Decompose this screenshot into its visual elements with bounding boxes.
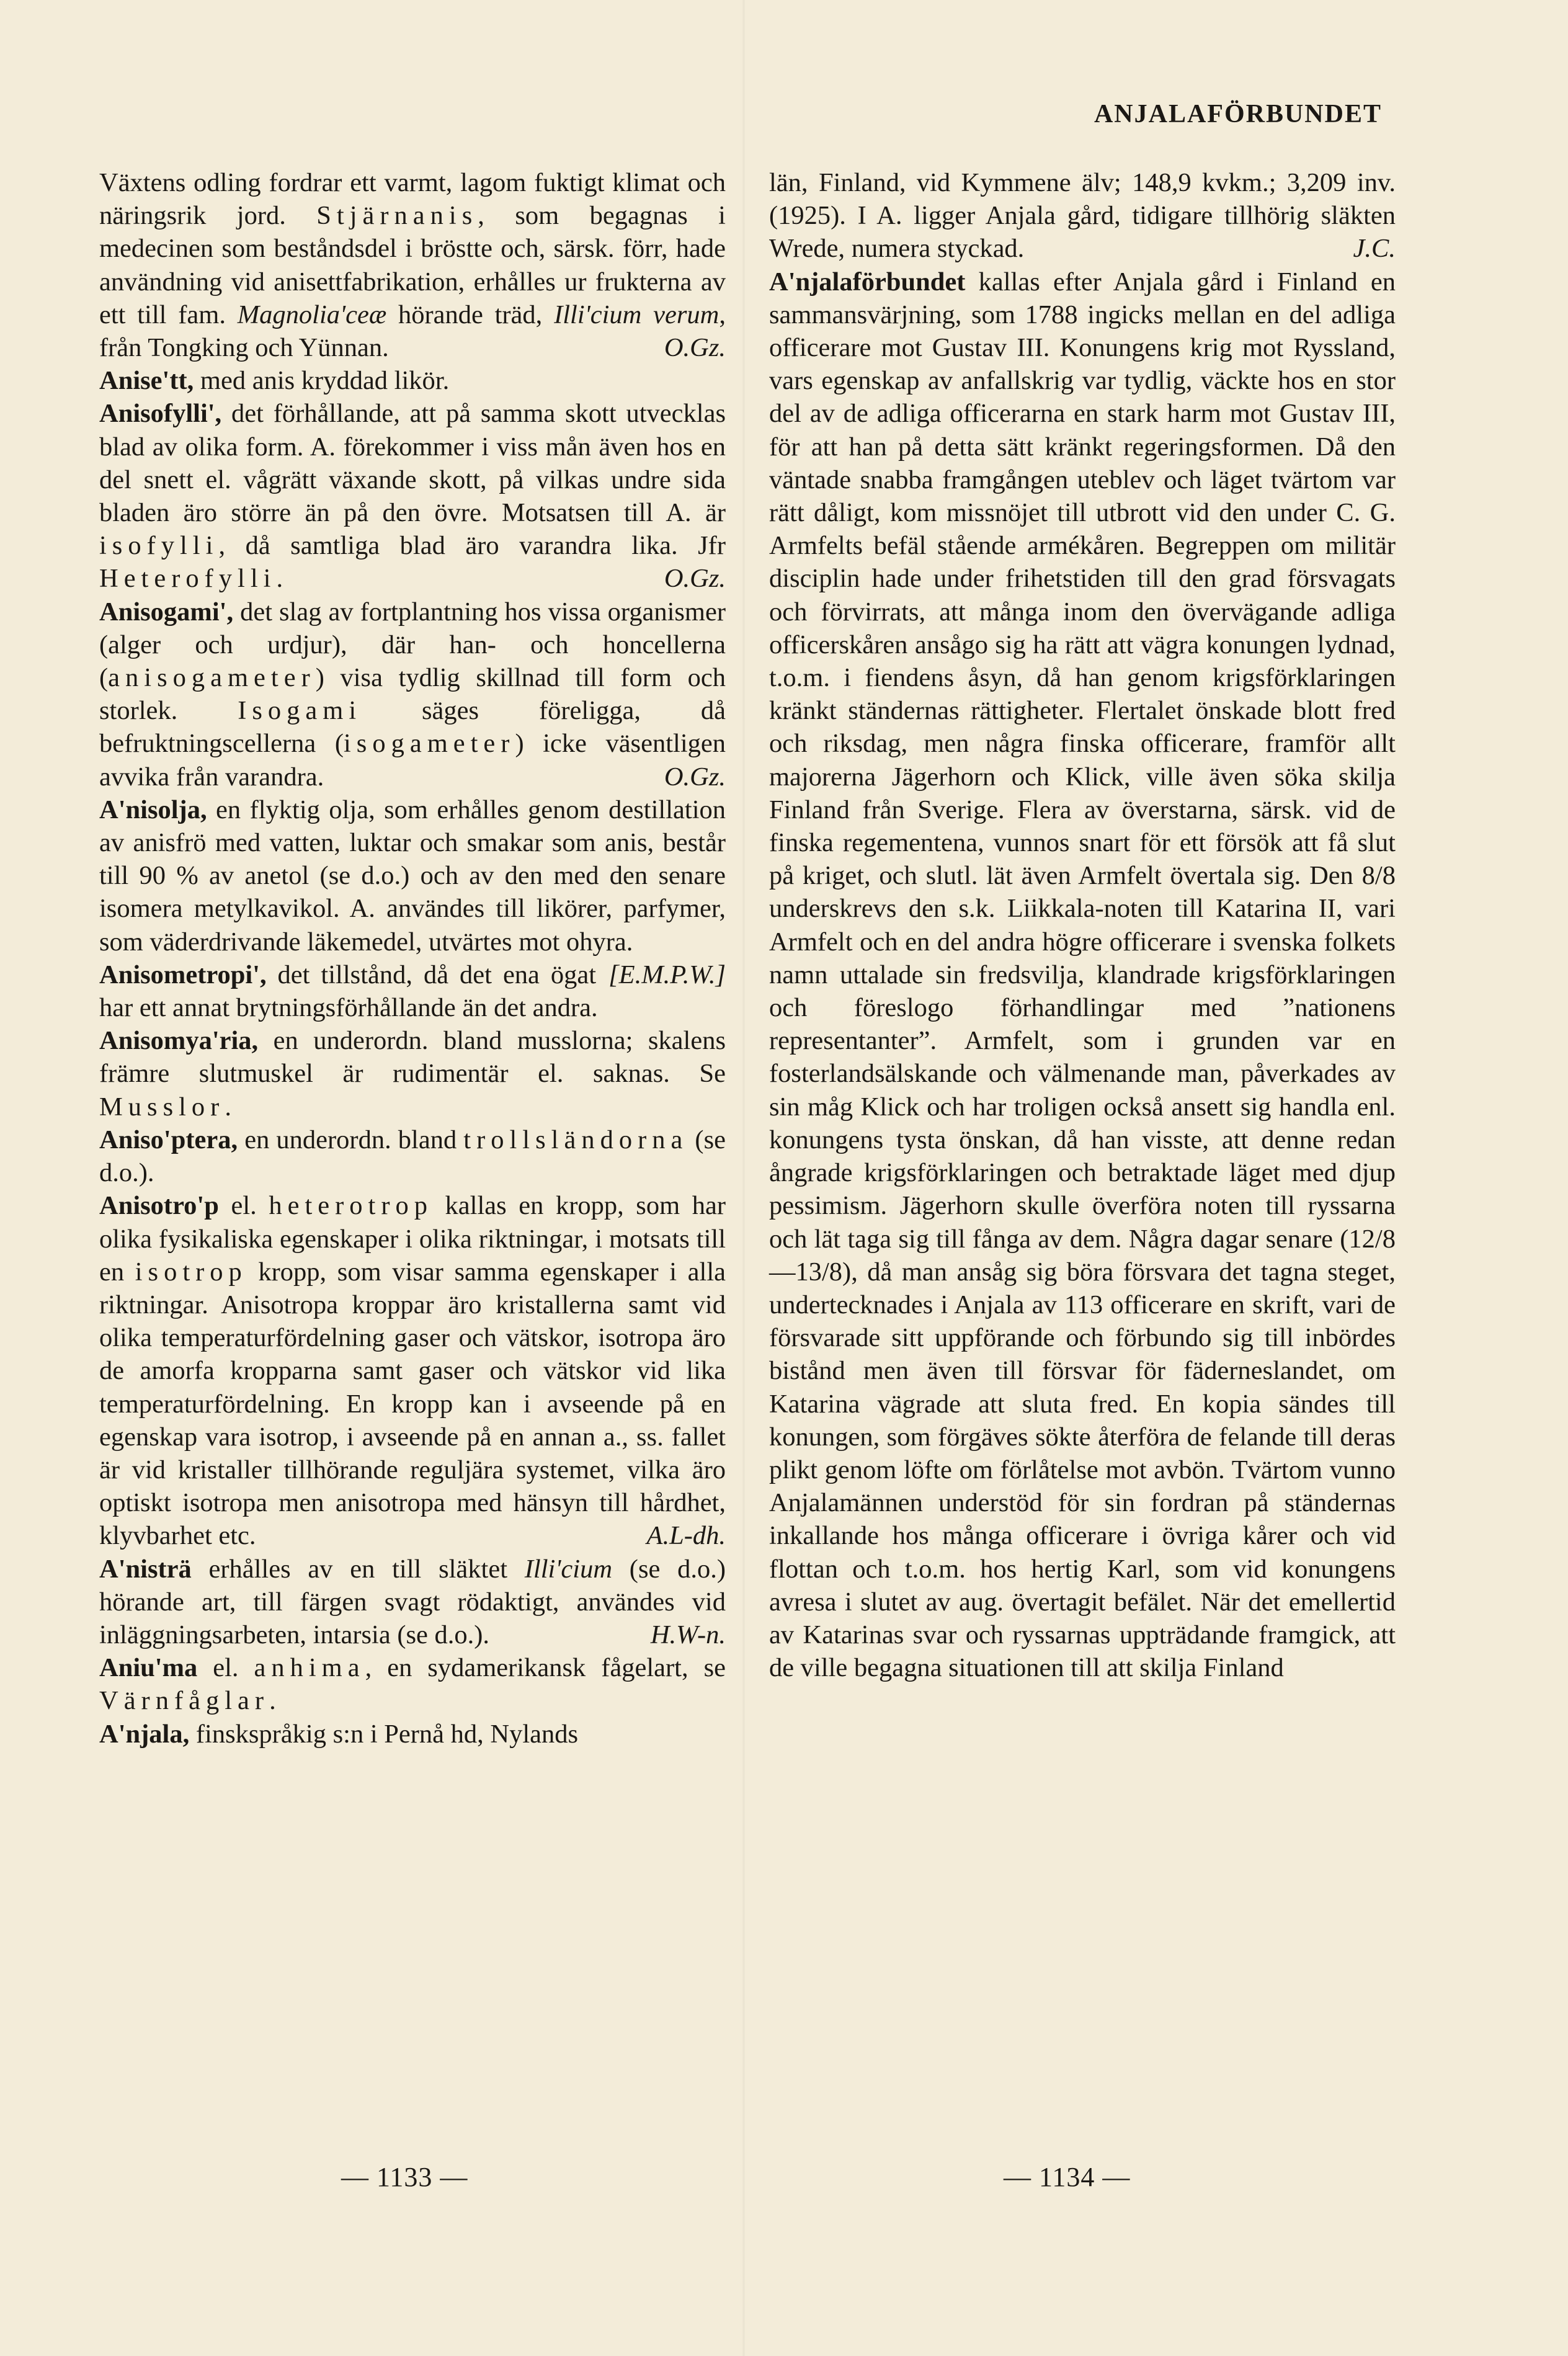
entry-anisett: Anise'tt, med anis kryddad likör. <box>99 366 450 396</box>
page-number-left: — 1133 — <box>341 2162 468 2192</box>
entry-aniuma: Aniu'ma el. anhima, en sydamerikansk fågelart, se Värnfåglar. <box>99 1653 726 1716</box>
entry-headword: A'nisolja, <box>99 795 207 824</box>
entry-anjala-continued: län, Finland, vid Kymmene älv; 148,9 kvkm.; 3,209 inv. (1925). I A. ligger Anjala gård, tidigare tillhörig släkten Wrede, numera styckad. J.C. <box>769 166 1396 265</box>
entry-anisogami: Anisogami', det slag av fortplantning hos vissa organismer (alger och urdjur), där han- och honcellerna (anisogameter) visa tydlig skillnad till form och storlek. Isogami säges föreligga, då befruktningscellerna (isogameter) icke väsentligen avvika från varandra. O.Gz. <box>99 596 726 793</box>
author-signature: A.L-dh. <box>646 1521 726 1551</box>
entry-headword: A'njalaförbundet <box>769 267 966 297</box>
entry-headword: Anisofylli', <box>99 399 222 429</box>
author-signature: O.Gz. <box>664 333 726 363</box>
page-number-right: — 1134 — <box>1004 2162 1131 2192</box>
author-signature: J.C. <box>1353 234 1396 264</box>
running-header: ANJALAFÖRBUNDET <box>1094 100 1382 128</box>
entry-headword: A'njala, <box>99 1719 190 1749</box>
author-signature: O.Gz. <box>664 762 726 792</box>
entry-headword: Aniso'ptera, <box>99 1125 238 1154</box>
entry-anjala: A'njala, finskspråkig s:n i Pernå hd, Nylands <box>99 1719 579 1749</box>
right-column <box>769 166 1396 1684</box>
entry-anisotrop: Anisotro'p el. heterotrop kallas en kropp, som har olika fysikaliska egenskaper i olika riktningar, i motsats till en isotrop kropp, som visar samma egenskaper i alla riktningar. Anisotropa kroppar äro kristallerna samt vid olika temperaturfördelning gaser och vätskor, isotropa äro de amorfa kropparna samt gaser och vätskor vid lika temperaturfördelning. En kropp kan i avseende på en egenskap vara isotrop, i avseende på en annan a., ss. fallet är vid kristaller tillhörande reguljära systemet, vilka äro optiskt isotropa men anisotropa med hänsyn till hårdhet, klyvbarhet etc. A.L-dh. <box>99 1189 726 1552</box>
entry-headword: Anisomya'ria, <box>99 1026 259 1056</box>
entry-anistra: A'nisträ erhålles av en till släktet Illi'cium (se d.o.) hörande art, till färgen svagt rödaktigt, användes vid inläggningsarbeten, intarsia (se d.o.). H.W-n. <box>99 1553 726 1652</box>
entry-headword: Aniu'ma <box>99 1653 198 1683</box>
entry-headword: A'nisträ <box>99 1554 192 1584</box>
page-fold-shadow <box>742 0 746 2356</box>
author-signature: O.Gz. <box>664 564 726 594</box>
author-signature: [E.M.P.W.] <box>608 960 726 989</box>
author-signature: H.W-n. <box>650 1620 726 1649</box>
entry-anisofylli: Anisofylli', det förhållande, att på samma skott utvecklas blad av olika form. A. förekommer i viss mån även hos en del snett el. vågrätt växande skott, på vilkas undre sida bladen äro större än på den övre. Motsatsen till A. är isofylli, då samtliga blad äro varandra lika. Jfr Heterofylli. O.Gz. <box>99 397 726 595</box>
entry-headword: Anisotro'p <box>99 1191 219 1221</box>
entry-headword: Anisometropi', <box>99 960 267 989</box>
entry-anjalaforbundet: A'njalaförbundet kallas efter Anjala gård i Finland en sammansvärjning, som 1788 ingicks mellan en del adliga officerare mot Gustav III. Konungens krig mot Ryssland, vars egenskap av anfallskrig var tydlig, väckte hos en stor del av de adliga officerarna en stark harm mot Gustav III, för att han på detta sätt kränkt regeringsformen. Då den väntade snabba framgången uteblev och läget tvärtom var rätt dåligt, kom missnöjet till utbrott vid den under C. G. Armfelts befäl stående armékåren. Begreppen om militär disciplin hade under frihetstiden till den grad försvagats och förvirrats, att många inom den övervägande adliga officerskåren ansågo sig ha rätt att vägra konungen lydnad, t.o.m. i fiendens åsyn, då han genom krigsförklaringen kränkt ständernas rättigheter. Flertalet önskade blott fred och riksdag, men några finska officerare, framför allt majorerna Jägerhorn och Klick, ville även söka skilja Finland från Sverige. Flera av överstarna, särsk. vid de finska regementena, vunnos snart för ett försök att få slut på kriget, och slutl. lät även Armfelt övertala sig. Den 8/8 underskrevs den s.k. Liikkala-noten till Katarina II, vari Armfelt och en del andra högre officerare i svenska folkets namn uttalade sin fredsvilja, klandrade krigsförklaringen och föreslogo förhandlingar med ”nationens representanter”. Armfelt, som i grunden var en fosterlandsälskande och välmenande man, påverkades av sin måg Klick och har troligen också ansett sig handla enl. konungens tysta önskan, då han visste, att denne redan ångrade krigsförklaringen och betraktade läget med djup pessimism. Jägerhorn skulle överföra noten till ryssarna och lät taga sig till fånga av dem. Några dagar senare (12/8—13/8), då man ansåg sig böra försvara det tagna steget, undertecknades i Anjala av 113 officerare en skrift, vari de försvarade sitt uppförande och förbundo sig till inbördes bistånd men även till försvar för fäderneslandet, om Katarina vägrade att sluta fred. En kopia sändes till konungen, som förgäves sökte återföra de felande till deras plikt genom löfte om förlåtelse mot avbön. Tvärtom vunno Anjalamännen understöd för sin fordran på ständernas inkallande hos många officerare i övriga kårer och vid flottan och t.o.m. hos hertig Karl, som vid konungens avresa i slutet av aug. övertagit befälet. När det emellertid av Katarinas svar och ryssarnas uppträdande framgick, att de ville begagna situationen till att skilja Finland <box>769 267 1396 1683</box>
entry-anisolja: A'nisolja, en flyktig olja, som erhålles genom destillation av anisfrö med vatten, luktar och smakar som anis, består till 90 % av anetol (se d.o.) och av den med den senare isomera metylkavikol. A. användes till likörer, parfymer, som väderdrivande läkemedel, utvärtes mot ohyra. [E.M.P.W.] <box>99 793 726 958</box>
entry-anis-continued: Växtens odling fordrar ett varmt, lagom fuktigt klimat och näringsrik jord. Stjärnanis, som begagnas i medecinen som beståndsdel i bröstte och, särsk. förr, hade användning vid anisettfabrikation, erhålles ur frukterna av ett till fam. Magnolia'ceæ hörande träd, Illi'cium verum, från Tongking och Yünnan. O.Gz. <box>99 166 726 364</box>
entry-headword: Anisogami', <box>99 597 234 627</box>
entry-anisoptera: Aniso'ptera, en underordn. bland trollsländorna (se d.o.). <box>99 1125 726 1188</box>
left-column <box>99 166 726 1751</box>
entry-anisomyaria: Anisomya'ria, en underordn. bland musslorna; skalens främre slutmuskel är rudimentär el. saknas. Se Musslor. <box>99 1026 726 1122</box>
entry-anisometropi: Anisometropi', det tillstånd, då det ena ögat har ett annat brytningsförhållande än det andra. <box>99 960 598 1023</box>
entry-headword: Anise'tt, <box>99 366 194 396</box>
